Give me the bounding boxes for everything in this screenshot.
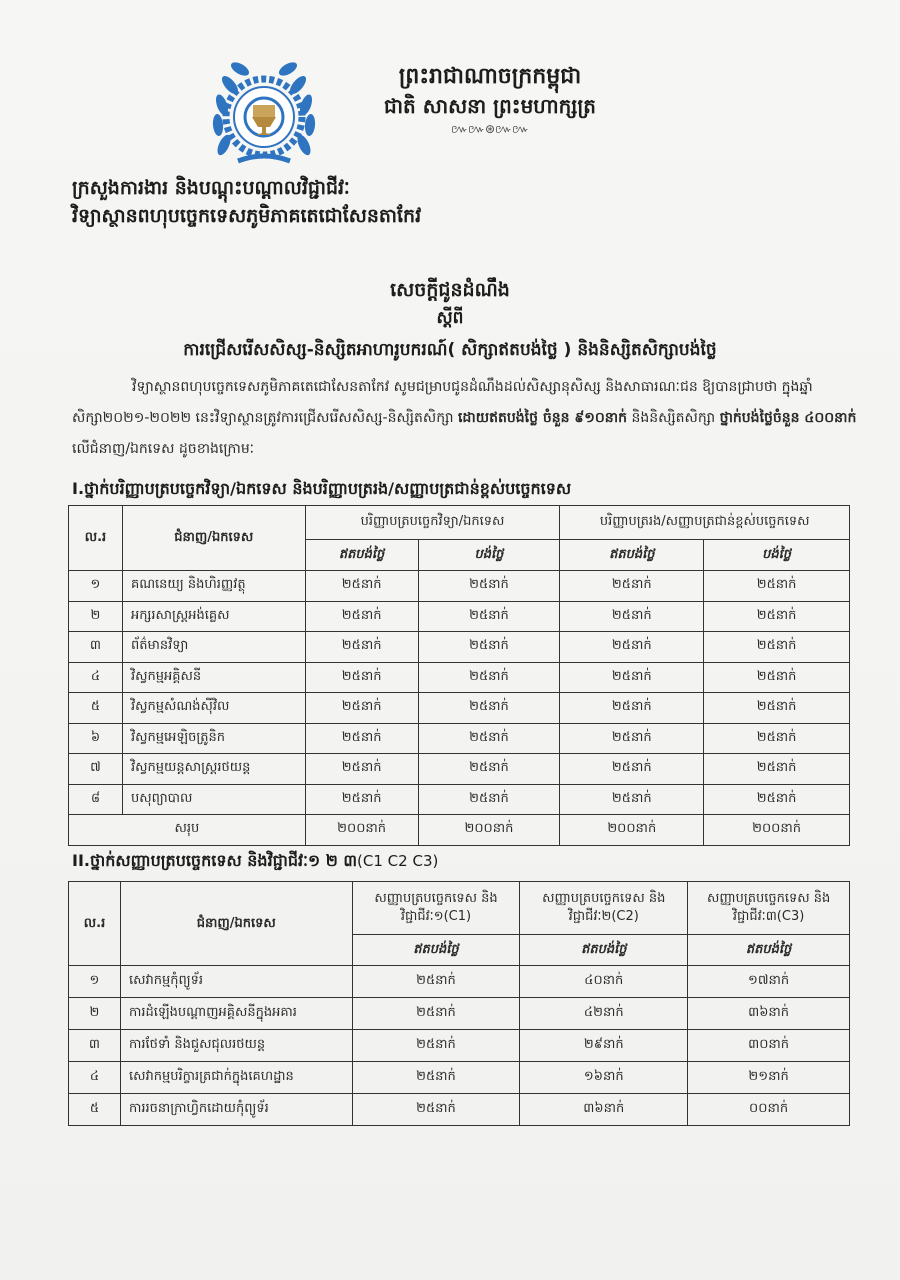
count-cell: ០០នាក់ xyxy=(688,1094,850,1126)
total-cell: ២០០នាក់ xyxy=(704,815,850,846)
row-number: ១ xyxy=(69,571,123,602)
skill-name: សេវាកម្មបរិក្ខារត្រជាក់ក្នុងគេហដ្ឋាន xyxy=(120,1062,352,1094)
table-row xyxy=(69,784,850,815)
skill-name: អក្សរសាស្ត្រអង់គ្លេស xyxy=(122,601,305,632)
count-cell: ២៥នាក់ xyxy=(560,784,704,815)
count-cell: ២៥នាក់ xyxy=(560,632,704,663)
count-cell: ២៥នាក់ xyxy=(418,784,560,815)
count-cell: ២៥នាក់ xyxy=(418,723,560,754)
count-cell: ២៥នាក់ xyxy=(704,601,850,632)
notice-title: សេចក្តីជូនដំណឹង xyxy=(390,279,510,301)
count-cell: ២៥នាក់ xyxy=(704,662,850,693)
total-cell: ២០០នាក់ xyxy=(560,815,704,846)
notice-body xyxy=(72,372,862,465)
count-cell: ២៥នាក់ xyxy=(560,662,704,693)
count-cell: ៤០នាក់ xyxy=(520,966,688,998)
table-row xyxy=(69,754,850,785)
section-1-heading: I.ថ្នាក់បរិញ្ញាបត្របច្ចេកវិទ្យា/ឯកទេស និងបរិញ្ញាបត្ររង/សញ្ញាបត្រជាន់ខ្ពស់បច្ចេកទេស xyxy=(72,479,572,498)
count-cell: ២៥នាក់ xyxy=(704,754,850,785)
count-cell: ២៥នាក់ xyxy=(418,632,560,663)
col-header-paid: បង់ថ្លៃ xyxy=(418,540,560,571)
table-row xyxy=(69,662,850,693)
count-cell: ២៩នាក់ xyxy=(520,1030,688,1062)
body-text-2: និងនិស្សិតសិក្សា xyxy=(627,410,720,426)
count-cell: ២១នាក់ xyxy=(688,1062,850,1094)
table-row xyxy=(69,1030,850,1062)
row-number: ៣ xyxy=(69,1030,121,1062)
col-header-c1 xyxy=(352,882,520,935)
table-row xyxy=(69,632,850,663)
body-free-count: ដោយឥតបង់ថ្លៃ ចំនួន ៩១០នាក់ xyxy=(457,410,627,426)
c3-line2: វិជ្ជាជីវៈ៣(C3) xyxy=(732,909,805,924)
institute-name: វិទ្យាស្ថានពហុបច្ចេកទេសភូមិភាគតេជោសែនតាកែវ xyxy=(72,205,422,227)
col-header-no: ល.រ xyxy=(69,882,121,966)
col-header-skill: ជំនាញ/ឯកទេស xyxy=(120,882,352,966)
body-paid-count: ថ្នាក់បង់ថ្លៃចំនួន ៤០០នាក់ xyxy=(719,410,857,426)
table-row xyxy=(69,966,850,998)
row-number: ៧ xyxy=(69,754,123,785)
row-number: ៨ xyxy=(69,784,123,815)
book-icon xyxy=(253,105,275,117)
skill-name: ព័ត៌មានវិទ្យា xyxy=(122,632,305,663)
count-cell: ២៥នាក់ xyxy=(418,662,560,693)
skill-name: ការដំឡើងបណ្តាញអគ្គិសនីក្នុងអគារ xyxy=(120,998,352,1030)
c1-line1: សញ្ញាបត្របច្ចេកទេស និង xyxy=(374,891,498,906)
row-number: ៥ xyxy=(69,1094,121,1126)
count-cell: ២៥នាក់ xyxy=(418,693,560,724)
row-number: ៤ xyxy=(69,662,123,693)
c2-line1: សញ្ញាបត្របច្ចេកទេស និង xyxy=(542,891,666,906)
row-number: ៣ xyxy=(69,632,123,663)
skill-name: វិស្វកម្មសំណង់ស៊ីវិល xyxy=(122,693,305,724)
count-cell: ២៥នាក់ xyxy=(418,571,560,602)
col-group-associate: បរិញ្ញាបត្ររង/សញ្ញាបត្រជាន់ខ្ពស់បច្ចេកទេស xyxy=(560,506,850,540)
ministry-logo xyxy=(208,55,320,173)
ministry-name: ក្រសួងការងារ និងបណ្តុះបណ្តាលវិជ្ជាជីវៈ xyxy=(72,177,350,199)
count-cell: ២៥នាក់ xyxy=(560,723,704,754)
notice-about: ស្តីពី xyxy=(436,308,464,328)
col-group-bachelor: បរិញ្ញាបត្របច្ចេកវិទ្យា/ឯកទេស xyxy=(305,506,560,540)
count-cell: ៤២នាក់ xyxy=(520,998,688,1030)
count-cell: ២៥នាក់ xyxy=(305,754,418,785)
row-number: ២ xyxy=(69,601,123,632)
count-cell: ២៥នាក់ xyxy=(704,723,850,754)
national-motto: ជាតិ សាសនា ព្រះមហាក្សត្រ xyxy=(384,94,596,118)
count-cell: ២៥នាក់ xyxy=(704,693,850,724)
bachelor-table xyxy=(68,505,850,846)
count-cell: ២៥នាក់ xyxy=(352,966,520,998)
count-cell: ២៥នាក់ xyxy=(305,662,418,693)
total-cell: ២០០នាក់ xyxy=(418,815,560,846)
row-number: ១ xyxy=(69,966,121,998)
table-row xyxy=(69,723,850,754)
table-row xyxy=(69,571,850,602)
col-header-skill: ជំនាញ/ឯកទេស xyxy=(122,506,305,571)
total-cell: ២០០នាក់ xyxy=(305,815,418,846)
col-header-free: ឥតបង់ថ្លៃ xyxy=(560,540,704,571)
count-cell: ១៦នាក់ xyxy=(520,1062,688,1094)
skill-name: ការថែទាំ និងជួសជុលរថយន្ត xyxy=(120,1030,352,1062)
col-header-free: ឥតបង់ថ្លៃ xyxy=(688,935,850,966)
count-cell: ២៥នាក់ xyxy=(560,754,704,785)
count-cell: ២៥នាក់ xyxy=(305,601,418,632)
count-cell: ២៥នាក់ xyxy=(305,632,418,663)
certificate-table xyxy=(68,881,850,1126)
ornament: ៚៚⊛៚៚ xyxy=(450,122,530,136)
c2-line2: វិជ្ជាជីវៈ២(C2) xyxy=(568,909,639,924)
row-number: ២ xyxy=(69,998,121,1030)
count-cell: ២៥នាក់ xyxy=(352,1030,520,1062)
body-text-1: វិទ្យាស្ថានពហុបច្ចេកទេសភូមិភាគតេជោសែនតាកែវ សូមជម្រាបជូនដំណឹងដល់សិស្សានុសិស្ស និងសាធារណៈជន ឱ្យបានជ្រាបថា ក្នុងឆ្នាំសិក្សា២០២១-២០២២ នេះវិទ្យាស្ថានត្រូវការជ្រើសរើសសិស្ស-និស្សិតសិក្សា xyxy=(72,379,813,426)
count-cell: ២៥នាក់ xyxy=(704,784,850,815)
count-cell: ២៥នាក់ xyxy=(352,998,520,1030)
table-row xyxy=(69,998,850,1030)
count-cell: ៣៦នាក់ xyxy=(688,998,850,1030)
count-cell: ២៥នាក់ xyxy=(418,601,560,632)
count-cell: ២៥នាក់ xyxy=(305,784,418,815)
count-cell: ២៥នាក់ xyxy=(305,723,418,754)
col-header-paid: បង់ថ្លៃ xyxy=(704,540,850,571)
skill-name: ការរចនាក្រាហ្វិកដោយកុំព្យូទ័រ xyxy=(120,1094,352,1126)
section-2-heading-text: II.ថ្នាក់សញ្ញាបត្របច្ចេកទេស និងវិជ្ជាជីវៈ១ ២ ៣ xyxy=(72,851,358,870)
col-header-free: ឥតបង់ថ្លៃ xyxy=(352,935,520,966)
issuer-block xyxy=(72,174,672,230)
count-cell: ២៥នាក់ xyxy=(560,571,704,602)
count-cell: ២៥នាក់ xyxy=(352,1094,520,1126)
table-row xyxy=(69,601,850,632)
body-text-3: លើជំនាញ/ឯកទេស ដូចខាងក្រោមៈ xyxy=(72,441,255,457)
count-cell: ២៥នាក់ xyxy=(352,1062,520,1094)
section-2-heading-codes: (C1 C2 C3) xyxy=(357,852,439,870)
skill-name: វិស្វកម្មយន្តសាស្ត្ររថយន្ត xyxy=(122,754,305,785)
c1-line2: វិជ្ជាជីវៈ១(C1) xyxy=(400,909,472,924)
table-row xyxy=(69,1094,850,1126)
count-cell: ២៥នាក់ xyxy=(560,693,704,724)
col-header-no: ល.រ xyxy=(69,506,123,571)
skill-name: វិស្វកម្មអេឡិចត្រូនិក xyxy=(122,723,305,754)
total-row xyxy=(69,815,850,846)
col-header-free: ឥតបង់ថ្លៃ xyxy=(305,540,418,571)
count-cell: ១៧នាក់ xyxy=(688,966,850,998)
c3-line1: សញ្ញាបត្របច្ចេកទេស និង xyxy=(706,891,831,906)
table-row xyxy=(69,693,850,724)
count-cell: ២៥នាក់ xyxy=(305,571,418,602)
row-number: ៤ xyxy=(69,1062,121,1094)
count-cell: ២៥នាក់ xyxy=(704,632,850,663)
count-cell: ២៥នាក់ xyxy=(305,693,418,724)
col-header-free: ឥតបង់ថ្លៃ xyxy=(520,935,688,966)
section-2-heading xyxy=(72,850,438,874)
skill-name: វិស្វកម្មអគ្គិសនី xyxy=(122,662,305,693)
row-number: ៥ xyxy=(69,693,123,724)
count-cell: ៣៦នាក់ xyxy=(520,1094,688,1126)
col-header-c2 xyxy=(520,882,688,935)
count-cell: ២៥នាក់ xyxy=(704,571,850,602)
count-cell: ៣០នាក់ xyxy=(688,1030,850,1062)
table-row xyxy=(69,1062,850,1094)
skill-name: សេវាកម្មកុំព្យូទ័រ xyxy=(120,966,352,998)
row-number: ៦ xyxy=(69,723,123,754)
skill-name: គណនេយ្យ និងហិរញ្ញវត្ថុ xyxy=(122,571,305,602)
kingdom-header xyxy=(330,62,650,138)
col-header-c3 xyxy=(688,882,850,935)
skill-name: បសុព្យាបាល xyxy=(122,784,305,815)
kingdom-name: ព្រះរាជាណាចក្រកម្ពុជា xyxy=(398,64,582,89)
count-cell: ២៥នាក់ xyxy=(418,754,560,785)
count-cell: ២៥នាក់ xyxy=(560,601,704,632)
notice-subject: ការជ្រើសរើសសិស្ស-និស្សិតអាហារូបករណ៍( សិក្សាឥតបង់ថ្លៃ ) និងនិស្សិតសិក្សាបង់ថ្លៃ xyxy=(183,340,717,360)
total-label: សរុប xyxy=(69,815,306,846)
